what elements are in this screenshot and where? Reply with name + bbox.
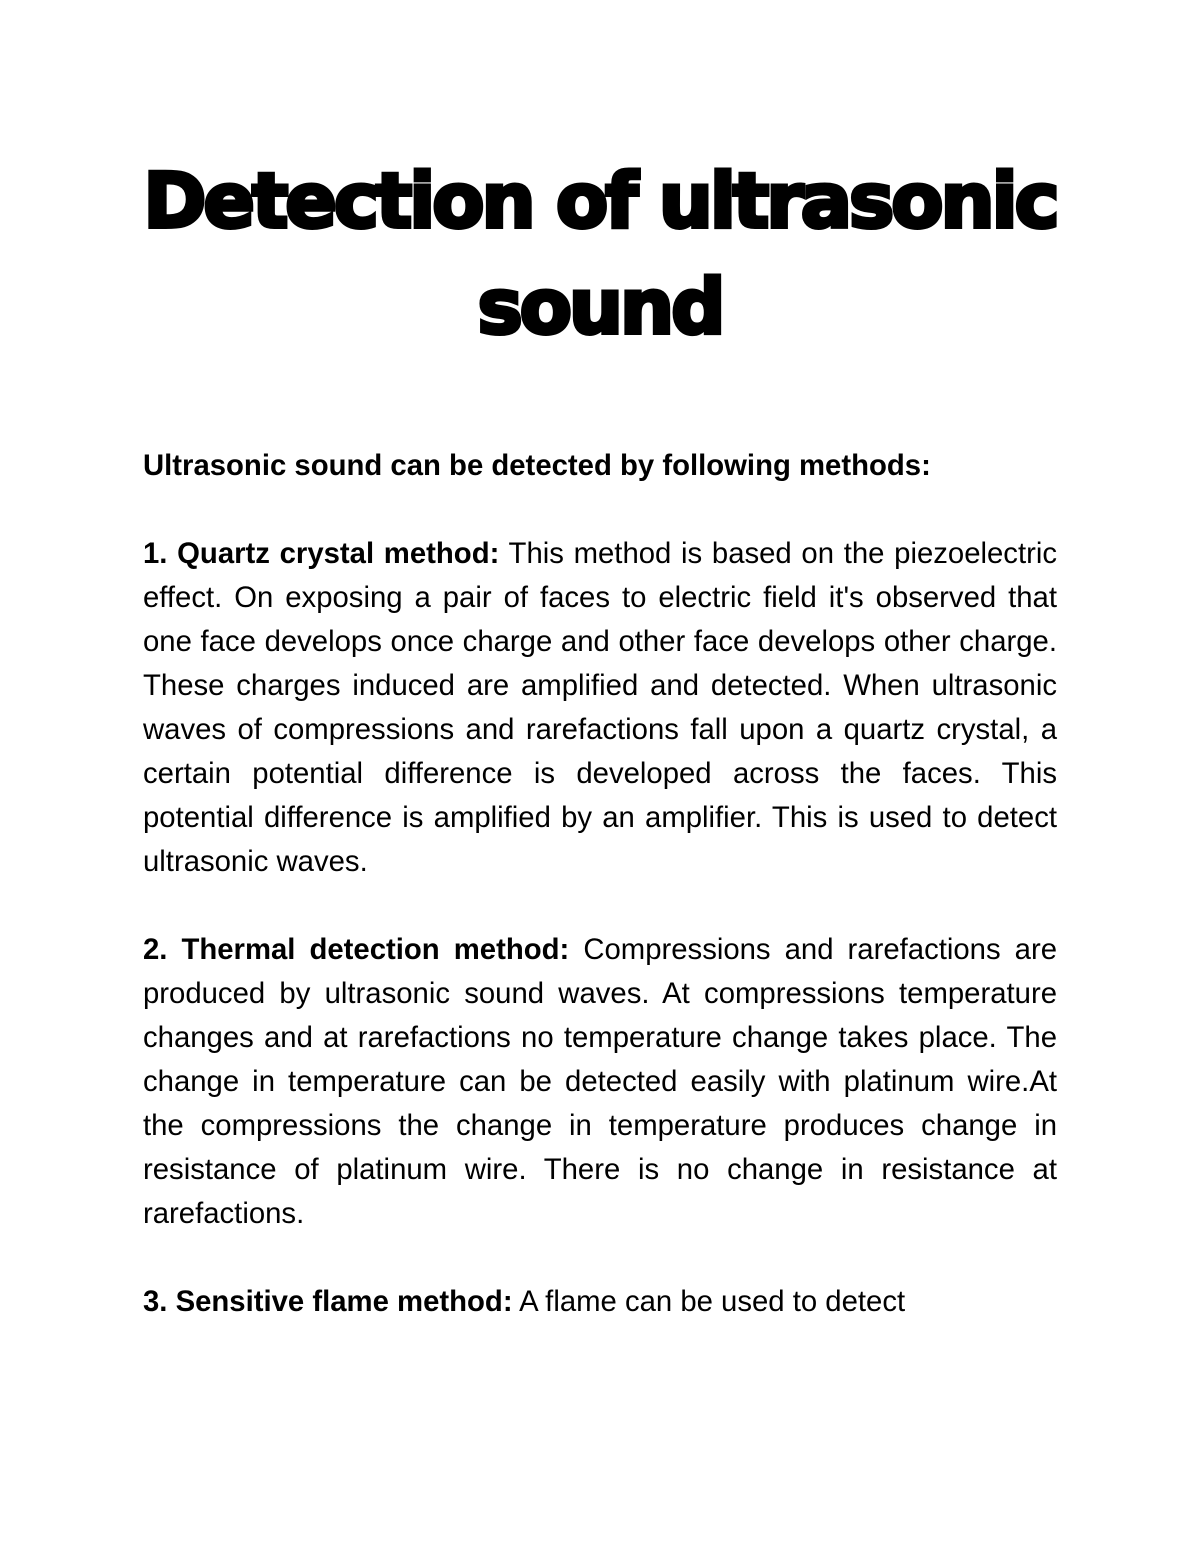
title-line-2: sound	[477, 262, 723, 351]
title-line-1: Detection of ultrasonic	[143, 156, 1057, 245]
method-text-flame: A flame can be used to detect	[519, 1285, 906, 1318]
method-text-thermal: Compressions and rarefactions are produced by ultrasonic sound waves. At compressions temperature changes and at rarefactions no temperature change takes place. The change in temperature can be detected easily with platinum wire.At the compressions the change in temperature produces change in resistance of platinum wire. There is no change in resistance at rarefactions.	[143, 933, 1057, 1230]
method-paragraph-flame	[143, 1280, 1057, 1324]
intro-paragraph	[143, 444, 1057, 488]
method-paragraph-thermal	[143, 928, 1057, 1236]
method-text-quartz: This method is based on the piezoelectric effect. On exposing a pair of faces to electric field it's observed that one face develops once charge and other face develops other charge. These charges induced are amplified and detected. When ultrasonic waves of compressions and rarefactions fall upon a quartz crystal, a certain potential difference is developed across the faces. This potential difference is amplified by an amplifier. This is used to detect ultrasonic waves.	[143, 537, 1057, 878]
method-label-flame: 3. Sensitive flame method:	[143, 1285, 513, 1318]
page-title	[143, 148, 1057, 360]
method-label-quartz: 1. Quartz crystal method:	[143, 537, 500, 570]
document-body	[143, 444, 1057, 1324]
method-label-thermal: 2. Thermal detection method:	[143, 933, 570, 966]
method-paragraph-quartz	[143, 532, 1057, 884]
intro-text: Ultrasonic sound can be detected by following methods:	[143, 449, 931, 482]
